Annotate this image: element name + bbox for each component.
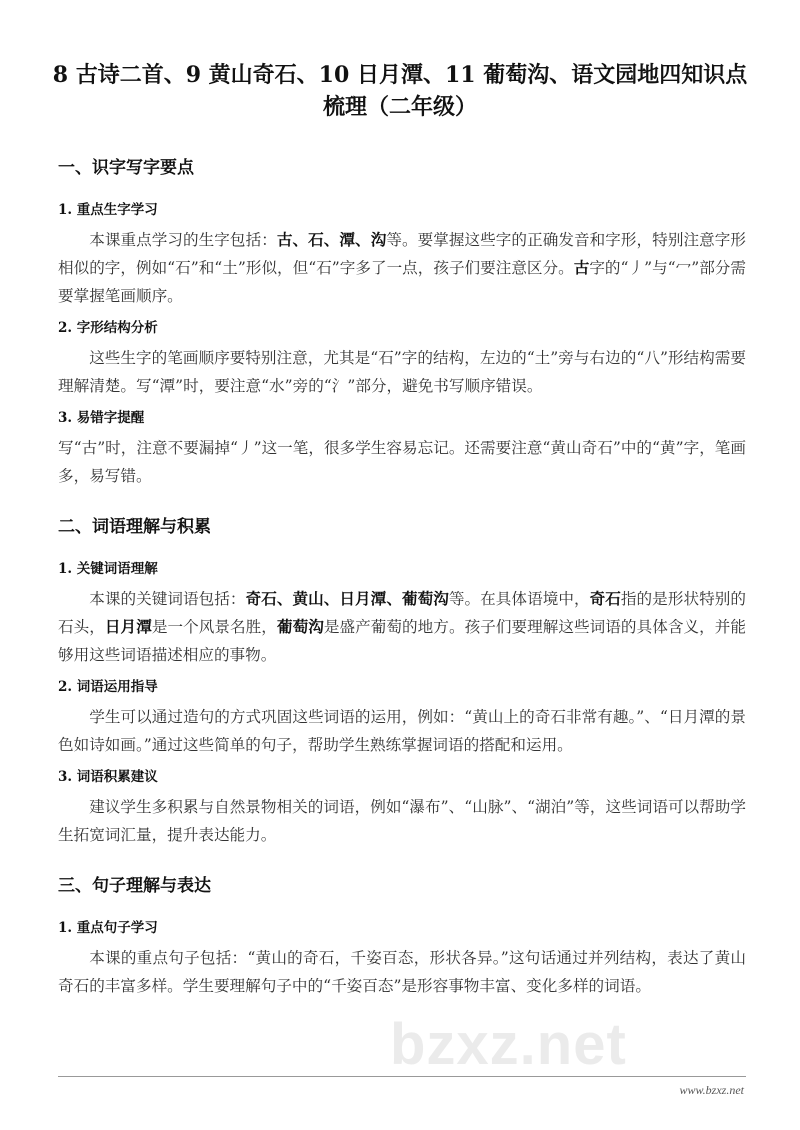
text-run: 等。要掌握这些字的正确发音和字形，特别注意字形相似的字，例如“石”和“土”形似，但“石”字多了一点，孩子们要注意区分。 xyxy=(58,231,746,277)
text-run: 等。在具体语境中， xyxy=(448,590,590,608)
bold-term: 古 xyxy=(573,258,590,277)
text-run: 写“古”时，注意不要漏掉“丿”这一笔，很多学生容易忘记。还需要注意“黄山奇石”中的“黄”字，笔画多，易写错。 xyxy=(58,439,746,485)
text-run: 本课重点学习的生字包括： xyxy=(89,231,277,249)
watermark: bzxz.net xyxy=(390,1012,627,1077)
section-heading: 三、句子理解与表达 xyxy=(58,876,211,896)
bold-term: 奇石、黄山、日月潭、葡萄沟 xyxy=(245,589,449,608)
bold-term: 葡萄沟 xyxy=(276,617,324,636)
subsection-heading: 2. 词语运用指导 xyxy=(58,679,158,695)
text-run: 本课的关键词语包括： xyxy=(89,590,246,608)
subsection-heading: 3. 词语积累建议 xyxy=(58,769,158,785)
page-title-line-2: 梳理（二年级） xyxy=(322,94,477,120)
paragraph xyxy=(58,793,746,849)
text-run: 建议学生多积累与自然景物相关的词语，例如“瀑布”、“山脉”、“湖泊”等，这些词语可以帮助学生拓宽词汇量，提升表达能力。 xyxy=(58,798,746,844)
paragraph xyxy=(58,344,746,400)
subsection-heading: 2. 字形结构分析 xyxy=(58,320,158,336)
text-run: 学生可以通过造句的方式巩固这些词语的运用，例如：“黄山上的奇石非常有趣。”、“日月潭的景色如诗如画。”通过这些简单的句子，帮助学生熟练掌握词语的搭配和运用。 xyxy=(58,708,746,754)
bold-term: 日月潭 xyxy=(104,617,152,636)
subsection-heading: 1. 重点生字学习 xyxy=(58,202,158,218)
paragraph xyxy=(58,703,746,759)
text-run: 字的“丿”与“冖”部分需要掌握笔画顺序。 xyxy=(58,259,746,305)
section-heading: 二、词语理解与积累 xyxy=(58,517,211,537)
page-title-line-1: 8 古诗二首、9 黄山奇石、10 日月潭、11 葡萄沟、语文园地四知识点 xyxy=(52,62,748,88)
subsection-heading: 3. 易错字提醒 xyxy=(58,410,145,426)
text-run: 本课的重点句子包括：“黄山的奇石，千姿百态，形状各异。”这句话通过并列结构，表达了黄山奇石的丰富多样。学生要理解句子中的“千姿百态”是形容事物丰富、变化多样的词语。 xyxy=(58,949,746,995)
footer-divider xyxy=(58,1076,746,1077)
bold-term: 奇石 xyxy=(589,589,621,608)
section-heading: 一、识字写字要点 xyxy=(58,158,194,178)
text-run: 这些生字的笔画顺序要特别注意，尤其是“石”字的结构，左边的“土”旁与右边的“八”形结构需要理解清楚。写“潭”时，要注意“水”旁的“氵”部分，避免书写顺序错误。 xyxy=(58,349,746,395)
paragraph xyxy=(58,944,746,1000)
subsection-heading: 1. 关键词语理解 xyxy=(58,561,158,577)
bold-term: 古、石、潭、沟 xyxy=(276,230,387,249)
paragraph xyxy=(58,434,746,490)
subsection-heading: 1. 重点句子学习 xyxy=(58,920,158,936)
text-run: 是一个风景名胜， xyxy=(151,618,277,636)
document-body xyxy=(58,154,746,1004)
text-run: 是盛产葡萄的地方。孩子们要理解这些词语的具体含义，并能够用这些词语描述相应的事物。 xyxy=(58,618,746,664)
page-title xyxy=(40,59,760,123)
footer-url: www.bzxz.net xyxy=(679,1083,744,1097)
text-run: 指的是形状特别的石头， xyxy=(58,590,746,636)
paragraph xyxy=(58,585,746,669)
paragraph xyxy=(58,226,746,310)
